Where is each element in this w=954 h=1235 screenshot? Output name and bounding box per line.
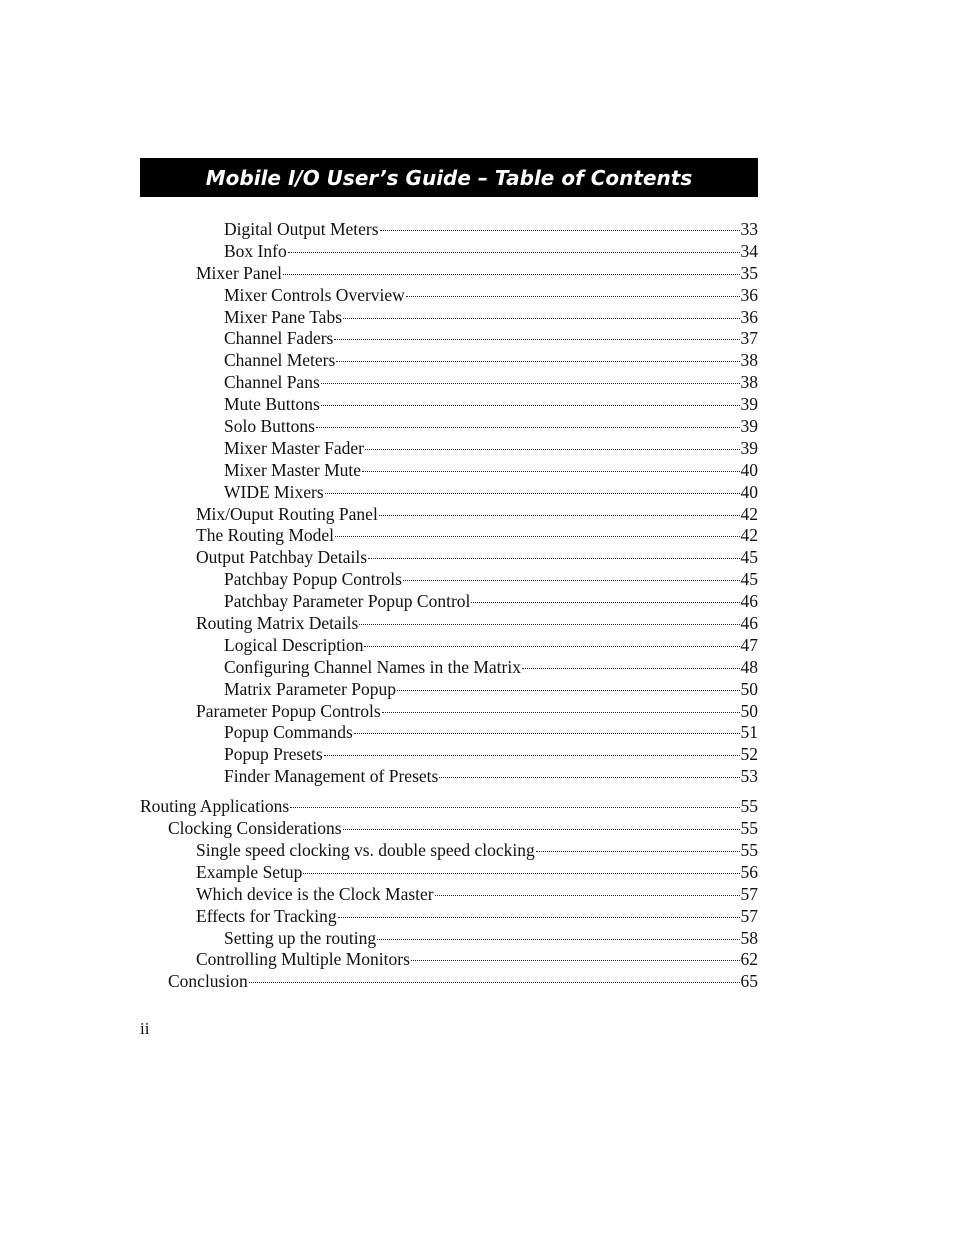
dot-leader: [536, 851, 740, 852]
toc-entry-title: Channel Faders: [224, 328, 334, 349]
dot-leader: [249, 982, 740, 983]
toc-entry[interactable]: [140, 766, 758, 788]
header-bar: [140, 158, 758, 197]
toc-entry[interactable]: [140, 394, 758, 416]
toc-entry-title: Routing Matrix Details: [196, 613, 359, 634]
dot-leader: [354, 733, 740, 734]
dot-leader: [290, 807, 739, 808]
dot-leader: [377, 939, 739, 940]
toc-entry-page: 57: [740, 883, 758, 904]
toc-entry[interactable]: [140, 679, 758, 701]
toc-entry-title: Mixer Master Fader: [224, 437, 364, 458]
dot-leader: [406, 296, 740, 297]
toc-entry[interactable]: [140, 416, 758, 438]
toc-entry-page: 48: [740, 656, 758, 677]
toc-entry-title: Which device is the Clock Master: [196, 883, 434, 904]
toc-entry-title: Patchbay Popup Controls: [224, 569, 402, 590]
toc-entry[interactable]: [140, 906, 758, 928]
toc-entry[interactable]: [140, 372, 758, 394]
dot-leader: [380, 230, 740, 231]
toc-entry-title: Digital Output Meters: [224, 219, 379, 239]
toc-entry-page: 39: [740, 416, 758, 437]
toc-entry[interactable]: [140, 241, 758, 263]
toc-entry-title: Matrix Parameter Popup: [224, 678, 397, 699]
toc-entry[interactable]: [140, 460, 758, 482]
page-title: Mobile I/O User’s Guide – Table of Contents: [205, 165, 693, 190]
dot-leader: [364, 646, 739, 647]
toc-entry-page: 46: [740, 613, 758, 634]
toc-entry-page: 53: [740, 766, 758, 787]
toc-entry[interactable]: [140, 818, 758, 840]
toc-entry-title: Mixer Master Mute: [224, 459, 362, 480]
toc-entry-page: 51: [740, 722, 758, 743]
toc-entry[interactable]: [140, 591, 758, 613]
toc-entry-page: 35: [740, 262, 758, 283]
toc-entry-title: Mixer Panel: [196, 262, 283, 283]
toc-entry-title: Box Info: [224, 240, 287, 261]
toc-entry-title: Popup Commands: [224, 722, 353, 743]
toc-entry-page: 40: [740, 481, 758, 502]
toc-entry-page: 33: [740, 219, 758, 239]
toc-entry-title: Logical Description: [224, 634, 364, 655]
dot-leader: [382, 712, 740, 713]
toc-entry-page: 42: [740, 503, 758, 524]
toc-entry[interactable]: [140, 307, 758, 329]
toc-entry-page: 47: [740, 634, 758, 655]
toc-entry[interactable]: [140, 796, 758, 818]
toc-entry[interactable]: [140, 525, 758, 547]
dot-leader: [321, 383, 740, 384]
toc-entry-title: Mixer Controls Overview: [224, 284, 405, 305]
toc-entry-title: Popup Presets: [224, 744, 323, 765]
toc-entry-page: 55: [740, 796, 758, 817]
toc-entry[interactable]: [140, 657, 758, 679]
toc-entry[interactable]: [140, 928, 758, 950]
dot-leader: [365, 449, 740, 450]
dot-leader: [362, 471, 739, 472]
dot-leader: [397, 690, 739, 691]
toc-entry-title: Effects for Tracking: [196, 905, 337, 926]
dot-leader: [325, 493, 740, 494]
toc-entry[interactable]: [140, 285, 758, 307]
toc-entry-title: Output Patchbay Details: [196, 547, 368, 568]
toc-entry-title: Patchbay Parameter Popup Control: [224, 591, 471, 612]
toc-entry-title: Mix/Ouput Routing Panel: [196, 503, 378, 524]
toc-entry[interactable]: [140, 263, 758, 285]
toc-entry-title: Setting up the routing: [224, 927, 377, 948]
toc-entry[interactable]: [140, 884, 758, 906]
toc-entry-page: 36: [740, 306, 758, 327]
dot-leader: [368, 558, 739, 559]
dot-leader: [343, 318, 739, 319]
toc-entry-page: 50: [740, 700, 758, 721]
dot-leader: [471, 602, 739, 603]
toc-entry[interactable]: [140, 840, 758, 862]
toc-entry-page: 56: [740, 861, 758, 882]
toc-entry[interactable]: [140, 219, 758, 241]
dot-leader: [316, 427, 740, 428]
toc-entry[interactable]: [140, 701, 758, 723]
toc-entry-page: 50: [740, 678, 758, 699]
toc-entry-title: Finder Management of Presets: [224, 766, 439, 787]
dot-leader: [379, 515, 740, 516]
toc-entry[interactable]: [140, 438, 758, 460]
toc-entry-title: Parameter Popup Controls: [196, 700, 381, 721]
toc-entry-title: Routing Applications: [140, 796, 290, 817]
toc-entry-title: Mixer Pane Tabs: [224, 306, 343, 327]
dot-leader: [359, 624, 739, 625]
toc-entry-title: Conclusion: [168, 971, 248, 992]
toc-entry-page: 38: [740, 372, 758, 393]
dot-leader: [334, 339, 739, 340]
toc-entry-title: Channel Pans: [224, 372, 320, 393]
toc-entry-title: Clocking Considerations: [168, 818, 342, 839]
toc-entry[interactable]: [140, 482, 758, 504]
toc-entry-page: 55: [740, 839, 758, 860]
toc-entry-page: 65: [740, 971, 758, 992]
toc-entry-page: 39: [740, 394, 758, 415]
toc-entry[interactable]: [140, 949, 758, 971]
dot-leader: [283, 274, 739, 275]
toc-entry-title: Configuring Channel Names in the Matrix: [224, 656, 521, 677]
toc-entry-page: 62: [740, 949, 758, 970]
toc-entry[interactable]: [140, 504, 758, 526]
dot-leader: [303, 873, 739, 874]
toc-entry-page: 46: [740, 591, 758, 612]
toc-entry-page: 57: [740, 905, 758, 926]
toc-entry[interactable]: [140, 328, 758, 350]
table-of-contents: [140, 219, 758, 993]
toc-entry[interactable]: [140, 547, 758, 569]
toc-entry[interactable]: [140, 569, 758, 591]
dot-leader: [343, 829, 740, 830]
toc-entry[interactable]: [140, 722, 758, 744]
page-number: ii: [140, 1019, 150, 1038]
toc-entry-page: 40: [740, 459, 758, 480]
dot-leader: [338, 917, 740, 918]
toc-entry-title: Mute Buttons: [224, 394, 320, 415]
dot-leader: [435, 895, 740, 896]
dot-leader: [288, 252, 740, 253]
dot-leader: [439, 777, 739, 778]
toc-entry-page: 36: [740, 284, 758, 305]
toc-entry-page: 42: [740, 525, 758, 546]
toc-entry[interactable]: [140, 744, 758, 766]
dot-leader: [335, 536, 739, 537]
dot-leader: [336, 361, 739, 362]
toc-entry-title: Solo Buttons: [224, 416, 315, 437]
toc-entry-title: Example Setup: [196, 861, 303, 882]
toc-entry-page: 34: [740, 240, 758, 261]
toc-entry-page: 45: [740, 547, 758, 568]
toc-entry-page: 45: [740, 569, 758, 590]
toc-entry[interactable]: [140, 350, 758, 372]
toc-entry-page: 39: [740, 437, 758, 458]
toc-entry-page: 58: [740, 927, 758, 948]
toc-entry-title: The Routing Model: [196, 525, 335, 546]
toc-entry[interactable]: [140, 635, 758, 657]
toc-entry-title: Channel Meters: [224, 350, 336, 371]
toc-entry-page: 52: [740, 744, 758, 765]
toc-entry-page: 37: [740, 328, 758, 349]
toc-entry[interactable]: [140, 862, 758, 884]
toc-entry[interactable]: [140, 613, 758, 635]
dot-leader: [321, 405, 740, 406]
toc-entry-page: 38: [740, 350, 758, 371]
dot-leader: [403, 580, 740, 581]
toc-entry-title: WIDE Mixers: [224, 481, 324, 502]
toc-entry[interactable]: [140, 971, 758, 993]
toc-entry-title: Single speed clocking vs. double speed clocking: [196, 839, 535, 860]
dot-leader: [324, 755, 740, 756]
toc-entry-title: Controlling Multiple Monitors: [196, 949, 410, 970]
dot-leader: [522, 668, 740, 669]
toc-entry-page: 55: [740, 818, 758, 839]
dot-leader: [411, 960, 740, 961]
